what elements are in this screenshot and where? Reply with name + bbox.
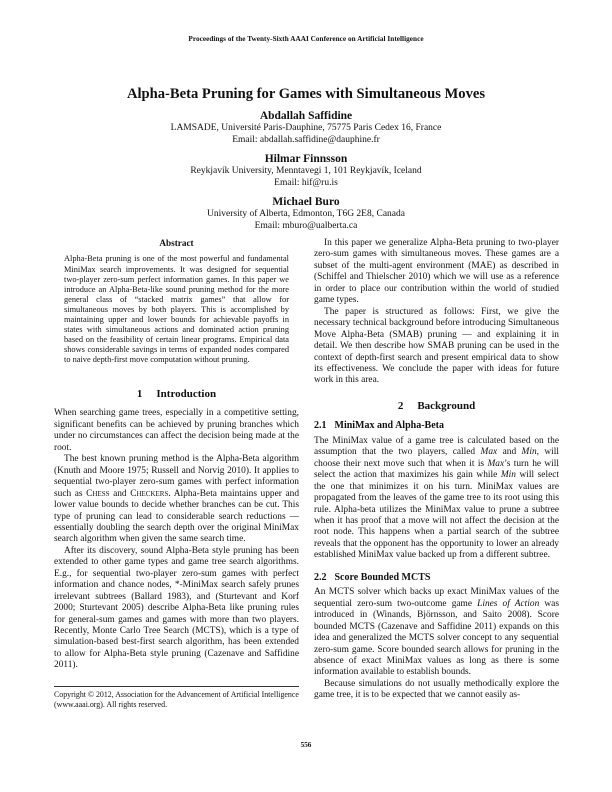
game-name-lines-of-action: Lines of Action: [477, 598, 540, 609]
author-block-1: [0, 109, 612, 146]
abstract-paragraph: Alpha-Beta pruning is one of the most powerful and fundamental MiniMax search improvements. It was designed for sequential two-player zero-sum perfect information games. In this paper we introduce an Alpha-Beta-like sound pruning method for the more general class of “stacked matrix games” that allow for simultaneous moves by both players. This is accomplished by maintaining upper and lower bounds for achievable payoffs in states with simultaneous actions and dominated action pruning based on the feasibility of certain linear programs. Empirical data shows considerable savings in terms of expanded nodes compared to naive depth-first move computation without pruning.: [64, 254, 289, 364]
intro-paragraph-5: The paper is structured as follows: First, we give the necessary technical background before introducing Simultaneous Move Alpha-Beta (SMAB) pruning — and explaining it in detail. We then describe how SMAB pruning can be used in the context of depth-first search and present empirical data to show its effectiveness. We conclude the paper with ideas for future work in this area.: [314, 306, 559, 386]
author-name: Abdallah Saffidine: [259, 110, 353, 122]
text-run: The best known pruning method is the Alpha-Beta algorithm (Knuth and Moore 1975; Russell and Norvig 2010). It applies to sequential two-player zero-sum games with perfect information such as: [54, 454, 299, 499]
intro-paragraph-3: After its discovery, sound Alpha-Beta style pruning has been extended to other game types and game tree search algorithms. E.g., for sequential two-player zero-sum games with perfect information and chance nodes, *-MiniMax search safely prunes irrelevant subtrees (Ballard 1983), and (Sturtevant and Korf 2000; Sturtevant 2005) describe Alpha-Beta like pruning rules for general-sum games and games with more than two players. Recently, Monte Carlo Tree Search (MCTS), which is a type of simulation-based best-first search algorithm, has been extended to allow for Alpha-Beta style pruning (Cazenave and Saffidine 2011).: [54, 545, 299, 671]
text-run: was introduced in (Winands, Björnsson, and Saito 2008). Score bounded MCTS (Cazenave and Saffidine 2011) expands on this idea and generalized the MCTS solver concept to any sequential zero-sum game. Score bounded search allows for pruning in the absence of exact MiniMax values as long as there is some information available to establish bounds.: [314, 598, 559, 678]
section-number: 1: [136, 387, 143, 400]
player-min: Min: [521, 447, 537, 458]
subsection-number: 2.1: [314, 420, 327, 432]
left-column: [54, 238, 299, 672]
paper-title: Alpha-Beta Pruning for Games with Simultaneous Moves: [126, 86, 486, 102]
author-email: Email: mburo@ualberta.ca: [254, 220, 358, 231]
text-run: ’s turn he will select the action that maximizes his gain while: [314, 458, 559, 481]
text-run: An MCTS solver which backs up exact MiniMax values of the sequential zero-sum two-outcome game: [314, 587, 559, 609]
subsection-number: 2.2: [314, 571, 327, 583]
author-affiliation: Reykjavík University, Menntavegi 1, 101 Reykjavík, Iceland: [190, 166, 422, 176]
running-head: Proceedings of the Twenty-Sixth AAAI Conference on Artificial Intelligence: [188, 35, 424, 43]
subsection-title: MiniMax and Alpha-Beta: [334, 420, 444, 432]
right-column: [314, 238, 559, 702]
text-run: , will choose their next move such that when it is: [314, 447, 559, 469]
text-run: . Alpha-Beta maintains upper and lower value bounds to decide whether branches can be cut. This type of pruning can lead to considerable search reductions — essentially doubling the search depth over the original MiniMax search algorithm when given the same search time.: [54, 488, 300, 545]
copyright-footnote: Copyright © 2012, Association for the Advancement of Artificial Intelligence (www.aaai.org). All rights reserved.: [54, 686, 299, 709]
author-affiliation: University of Alberta, Edmonton, T6G 2E8, Canada: [207, 209, 405, 219]
author-affiliation: LAMSADE, Université Paris-Dauphine, 75775 Paris Cedex 16, France: [170, 123, 442, 133]
game-name-checkers: Checkers: [130, 488, 169, 499]
intro-paragraph-4: In this paper we generalize Alpha-Beta pruning to two-player zero-sum games with simultaneous moves. These games are a subset of the multi-agent environment (MAE) as described in (Schiffel and Thielscher 2010) which we will use as a reference in order to place our contribution within the world of studied game types.: [314, 238, 559, 306]
player-max: Max: [487, 458, 505, 469]
section-heading-background: [314, 401, 559, 412]
author-name: Michael Buro: [272, 196, 340, 208]
author-email: Email: hif@ru.is: [274, 177, 338, 188]
author-block-2: [0, 152, 612, 189]
subsection-title: Score Bounded MCTS: [334, 571, 431, 583]
game-name-chess: Chess: [86, 488, 110, 499]
abstract-body: [54, 254, 299, 365]
subsection-heading-minimax: [314, 420, 559, 431]
text-run: and: [497, 447, 522, 458]
section-heading-introduction: [54, 389, 299, 400]
player-min: Min: [500, 470, 516, 481]
page-number: 556: [300, 741, 312, 749]
intro-paragraph-1: When searching game trees, especially in a competitive setting, significant benefits can be achieved by pruning branches which under no circumstances can affect the decision being made at the root.: [54, 408, 299, 453]
author-block-3: [0, 195, 612, 232]
subsection-heading-score-bounded-mcts: [314, 572, 559, 583]
text-run: The MiniMax value of a game tree is calculated based on the assumption that the two players, called: [314, 435, 559, 458]
player-max: Max: [480, 447, 498, 458]
mcts-paragraph-1: [314, 587, 559, 679]
intro-paragraph-2: [54, 454, 299, 546]
author-name: Hilmar Finnsson: [264, 153, 348, 165]
text-run: and: [109, 488, 131, 499]
section-title: Introduction: [156, 387, 217, 400]
minimax-paragraph: [314, 436, 559, 562]
abstract-heading: Abstract: [159, 238, 194, 248]
section-title: Background: [417, 399, 476, 412]
text-run: will select the one that minimizes it on his turn. MiniMax values are propagated from the leaves of the game tree to its root using this rule. Alpha-beta utilizes the MiniMax value to prune a subtree when it has proof that a move will not affect the decision at the root node. This happens when a partial search of the subtree reveals that the opponent has the opportunity to lower an already established MiniMax value backed up from a different subtree.: [314, 470, 559, 561]
section-number: 2: [397, 399, 404, 412]
author-email: Email: abdallah.saffidine@dauphine.fr: [232, 134, 380, 145]
mcts-paragraph-2: Because simulations do not usually methodically explore the game tree, it is to be expected that we cannot easily as-: [314, 678, 559, 701]
